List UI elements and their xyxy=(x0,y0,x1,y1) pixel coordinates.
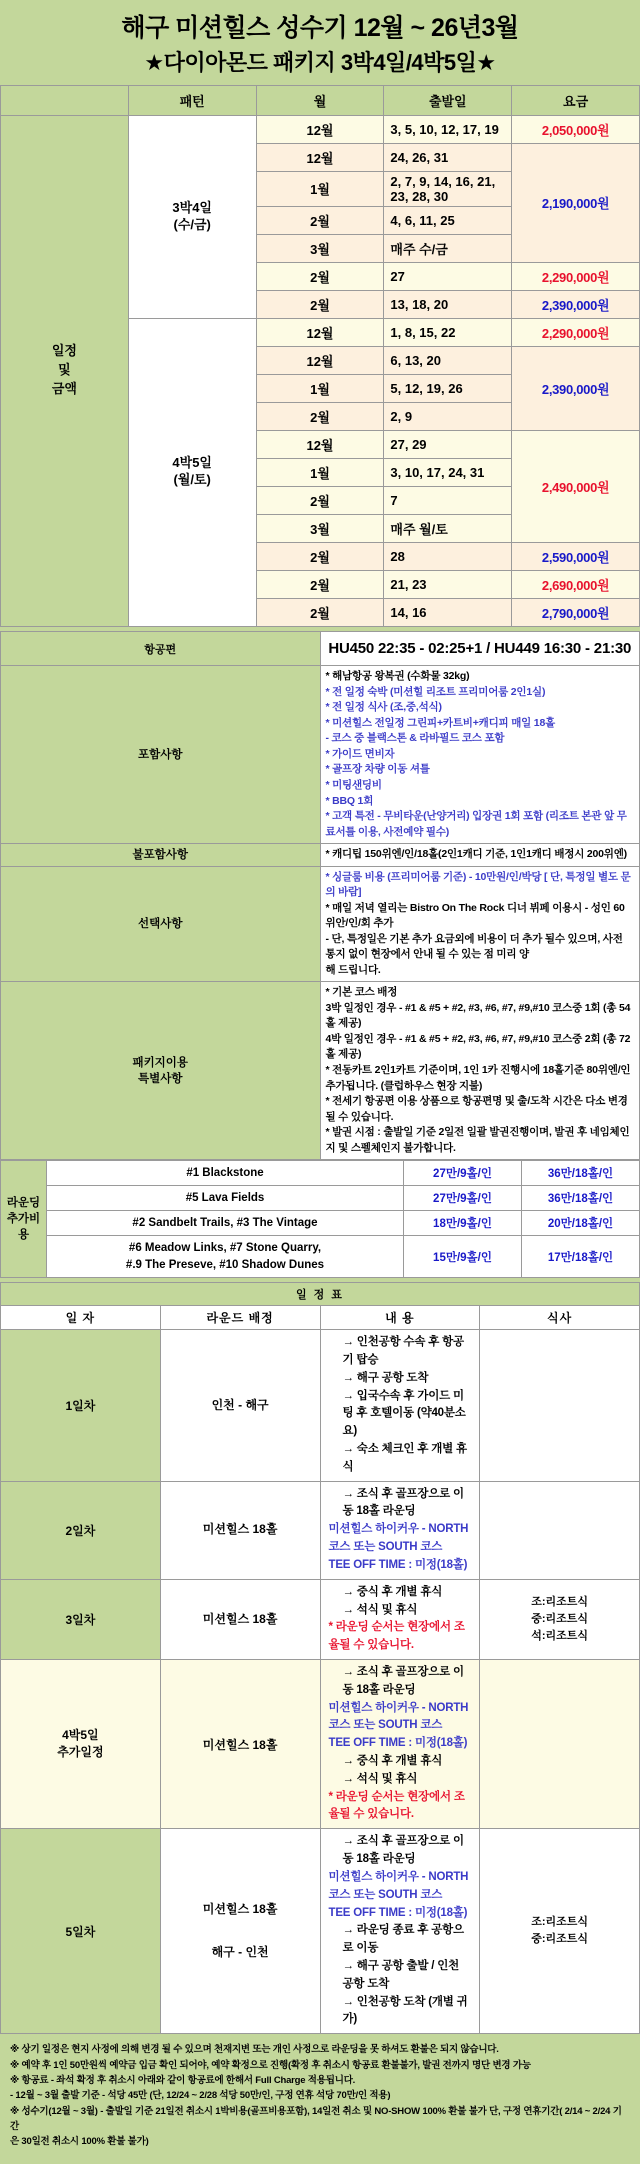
title-line-1: 해구 미션힐스 성수기 12월 ~ 26년3월 xyxy=(121,14,519,42)
info-line: 해 드립니다. xyxy=(325,963,381,976)
month-cell: 1월 xyxy=(256,374,384,402)
itinerary-day: 1일차 xyxy=(1,1330,161,1482)
month-cell: 12월 xyxy=(256,430,384,458)
dates-cell: 27 xyxy=(384,262,512,290)
course-name: #1 Blackstone xyxy=(47,1161,404,1186)
dates-cell: 5, 12, 19, 26 xyxy=(384,374,512,402)
info-line: * 전 일정 숙박 (미션힐 리조트 프리미어룸 2인1실) xyxy=(325,685,546,698)
itinerary-line: TEE OFF TIME : 미정(18홀) xyxy=(328,1737,468,1750)
itinerary-line: → 조식 후 골프장으로 이동 18홀 라운딩 xyxy=(342,1665,464,1696)
itinerary-day: 4박5일 추가일정 xyxy=(1,1659,161,1828)
itinerary-line: * 라운딩 순서는 현장에서 조율될 수 있습니다. xyxy=(328,1790,465,1821)
info-line: * 고객 특전 - 무비타운(난양거리) 입장권 1회 포함 (리조트 본관 앞 무료서틀 이용, 사전예약 필수) xyxy=(325,810,627,838)
package-special-section xyxy=(1,982,640,1160)
included-section xyxy=(1,666,640,844)
info-line: * 발권 시점 : 출발일 기준 2일전 일괄 발권진행이며, 발권 후 네임체인지 및 스펠체인지 불가합니다. xyxy=(325,1126,630,1154)
itinerary-line: 미션힐스 하이커우 - NORTH 코스 또는 SOUTH 코스 xyxy=(328,1870,469,1901)
itinerary-line: → 중식 후 개별 휴식 xyxy=(342,1585,443,1598)
month-cell: 2월 xyxy=(256,290,384,318)
fee-9holes: 27만/9홀/인 xyxy=(404,1161,522,1186)
optional-section-body xyxy=(320,866,640,982)
itinerary-row xyxy=(1,1481,640,1579)
footer-notes xyxy=(0,2034,640,2164)
dates-cell: 7 xyxy=(384,486,512,514)
header-day: 일 자 xyxy=(1,1306,161,1330)
header-month: 월 xyxy=(256,85,384,115)
dates-cell: 13, 18, 20 xyxy=(384,290,512,318)
fee-18holes: 36만/18홀/인 xyxy=(522,1186,640,1211)
itinerary-line: TEE OFF TIME : 미정(18홀) xyxy=(328,1558,468,1571)
title-line-2: ★다이아몬드 패키지 3박4일/4박5일★ xyxy=(144,49,496,75)
pattern-cell: 3박4일 (수/금) xyxy=(128,115,256,318)
month-cell: 3월 xyxy=(256,514,384,542)
page-title xyxy=(0,0,640,85)
info-line: * 미팅샌딩비 xyxy=(325,778,382,791)
dates-cell: 3, 10, 17, 24, 31 xyxy=(384,458,512,486)
itinerary-meal: 조:리조트식 중:리조트식 xyxy=(480,1829,640,2034)
price-side-header xyxy=(1,85,129,115)
itinerary-round: 미션힐스 18홀 xyxy=(160,1659,320,1828)
price-cell: 2,050,000원 xyxy=(512,115,640,143)
itinerary-banner: 일 정 표 xyxy=(1,1283,640,1306)
header-depart: 출발일 xyxy=(384,85,512,115)
month-cell: 12월 xyxy=(256,346,384,374)
footer-note: ※ 상기 일정은 현지 사정에 의해 변경 될 수 있으며 천재지변 또는 개인 사정으로 라운딩을 못 하셔도 환불은 되지 않습니다. xyxy=(10,2044,499,2056)
dates-cell: 4, 6, 11, 25 xyxy=(384,206,512,234)
info-line: * 가이드 면비자 xyxy=(325,747,395,760)
itinerary-round: 미션힐스 18홀 xyxy=(160,1579,320,1659)
itinerary-line: * 라운딩 순서는 현장에서 조율될 수 있습니다. xyxy=(328,1621,465,1652)
dates-cell: 24, 26, 31 xyxy=(384,143,512,171)
itinerary-line: → 인천공항 수속 후 항공기 탑승 xyxy=(342,1336,464,1366)
flight-row xyxy=(1,632,640,666)
fee-9holes: 27만/9홀/인 xyxy=(404,1186,522,1211)
month-cell: 2월 xyxy=(256,598,384,626)
header-round: 라운드 배정 xyxy=(160,1306,320,1330)
itinerary-round: 인천 - 해구 xyxy=(160,1330,320,1482)
info-line: * 전 일정 식사 (조,중,석식) xyxy=(325,701,442,714)
itinerary-row xyxy=(1,1330,640,1482)
course-name: #2 Sandbelt Trails, #3 The Vintage xyxy=(47,1211,404,1236)
month-cell: 3월 xyxy=(256,234,384,262)
itinerary-line: 미션힐스 하이커우 - NORTH 코스 또는 SOUTH 코스 xyxy=(328,1701,469,1732)
info-line: * 미션힐스 전일정 그린피+카트비+캐디피 매일 18홀 xyxy=(325,716,556,729)
optional-section-label: 선택사항 xyxy=(1,866,321,982)
info-table xyxy=(0,627,640,1160)
month-cell: 2월 xyxy=(256,570,384,598)
month-cell: 1월 xyxy=(256,171,384,206)
info-line: * 기본 코스 배정 xyxy=(325,986,398,999)
price-cell: 2,690,000원 xyxy=(512,570,640,598)
itinerary-content xyxy=(320,1829,480,2034)
itinerary-day: 5일차 xyxy=(1,1829,161,2034)
itinerary-row xyxy=(1,1829,640,2034)
itinerary-line: TEE OFF TIME : 미정(18홀) xyxy=(328,1906,468,1919)
footer-note: 은 30일전 취소시 100% 환불 불가) xyxy=(10,2136,149,2148)
itinerary-round: 미션힐스 18홀 xyxy=(160,1481,320,1579)
price-side-label: 일정 및 금액 xyxy=(1,115,129,626)
dates-cell: 6, 13, 20 xyxy=(384,346,512,374)
month-cell: 2월 xyxy=(256,542,384,570)
dates-cell: 1, 8, 15, 22 xyxy=(384,318,512,346)
footer-note: ※ 예약 후 1인 50만원씩 예약금 입금 확인 되어야, 예약 확정으로 진행(확정 후 취소시 항공료 환불불가, 발권 전까지 명단 변경 가능 xyxy=(10,2059,531,2071)
included-section-body xyxy=(320,666,640,844)
itinerary-line: → 숙소 체크인 후 개별 휴식 xyxy=(342,1443,467,1473)
month-cell: 2월 xyxy=(256,486,384,514)
info-line: * 해남항공 왕복권 (수화물 32kg) xyxy=(325,670,470,683)
info-line: - 코스 중 블랙스톤 & 라바필드 코스 포함 xyxy=(325,732,505,745)
price-cell: 2,390,000원 xyxy=(512,346,640,430)
info-line: * 캐디팁 150위엔/인/18홀(2인1캐디 기준, 1인1캐디 배정시 200위엔) xyxy=(325,848,627,861)
price-cell: 2,290,000원 xyxy=(512,262,640,290)
itinerary-line: → 조식 후 골프장으로 이동 18홀 라운딩 xyxy=(342,1835,464,1866)
month-cell: 12월 xyxy=(256,318,384,346)
info-line: * 매일 저녁 열리는 Bistro On The Rock 디너 뷔페 이용시 - 성인 60위안/인/회 추가 xyxy=(325,901,625,930)
dates-cell: 3, 5, 10, 12, 17, 19 xyxy=(384,115,512,143)
itinerary-meal xyxy=(480,1481,640,1579)
package-special-section-label: 패키지이용 특별사항 xyxy=(1,982,321,1160)
dates-cell: 27, 29 xyxy=(384,430,512,458)
price-cell: 2,390,000원 xyxy=(512,290,640,318)
itinerary-line: → 해구 공항 도착 xyxy=(342,1371,429,1384)
itinerary-line: → 중식 후 개별 휴식 xyxy=(342,1755,443,1768)
itinerary-row xyxy=(1,1659,640,1828)
footer-note: - 12월 ~ 3월 출발 기준 - 석당 45만 (단, 12/24 ~ 2/28 석당 50만/인, 구정 연휴 석당 70만/인 적용) xyxy=(10,2090,391,2102)
price-cell: 2,790,000원 xyxy=(512,598,640,626)
flight-label: 항공편 xyxy=(1,632,321,666)
fee-row xyxy=(1,1186,640,1211)
course-name: #5 Lava Fields xyxy=(47,1186,404,1211)
price-cell: 2,190,000원 xyxy=(512,143,640,262)
header-fare: 요금 xyxy=(512,85,640,115)
fee-18holes: 20만/18홀/인 xyxy=(522,1211,640,1236)
itinerary-content xyxy=(320,1659,480,1828)
itinerary-meal xyxy=(480,1659,640,1828)
fee-row xyxy=(1,1236,640,1277)
header-content: 내 용 xyxy=(320,1306,480,1330)
fee-18holes: 36만/18홀/인 xyxy=(522,1161,640,1186)
not-included-section xyxy=(1,844,640,867)
fee-9holes: 15만/9홀/인 xyxy=(404,1236,522,1277)
header-pattern: 패턴 xyxy=(128,85,256,115)
month-cell: 2월 xyxy=(256,206,384,234)
month-cell: 2월 xyxy=(256,262,384,290)
itinerary-header-row xyxy=(1,1306,640,1330)
price-table xyxy=(0,85,640,627)
month-cell: 1월 xyxy=(256,458,384,486)
itinerary-line: → 입국수속 후 가이드 미팅 후 호텔이동 (약40분소요) xyxy=(342,1389,466,1438)
info-line: 4박 일정인 경우 - #1 & #5 + #2, #3, #6, #7, #9,#10 코스중 2회 (총 72홀 제공) xyxy=(325,1032,631,1061)
dates-cell: 21, 23 xyxy=(384,570,512,598)
month-cell: 12월 xyxy=(256,143,384,171)
fee-row xyxy=(1,1161,640,1186)
fee-row xyxy=(1,1211,640,1236)
itinerary-round: 미션힐스 18홀 해구 - 인천 xyxy=(160,1829,320,2034)
itinerary-day: 2일차 xyxy=(1,1481,161,1579)
month-cell: 2월 xyxy=(256,402,384,430)
info-line: * 전세기 항공편 이용 상품으로 항공편명 및 출/도착 시간은 다소 변경될 수 있습니다. xyxy=(325,1095,628,1123)
info-line: * 싱글룸 비용 (프리미어룸 기준) - 10만원/인/박당 [ 단, 특정일 별도 문의 바람] xyxy=(325,870,631,899)
info-line: * BBQ 1회 xyxy=(325,794,374,807)
dates-cell: 2, 7, 9, 14, 16, 21, 23, 28, 30 xyxy=(384,171,512,206)
itinerary-meal xyxy=(480,1330,640,1482)
price-row xyxy=(1,115,640,143)
fee-9holes: 18만/9홀/인 xyxy=(404,1211,522,1236)
itinerary-line: 미션힐스 하이커우 - NORTH 코스 또는 SOUTH 코스 xyxy=(328,1523,469,1554)
itinerary-line: → 조식 후 골프장으로 이동 18홀 라운딩 xyxy=(342,1487,464,1518)
pattern-cell: 4박5일 (월/토) xyxy=(128,318,256,626)
header-meal: 식사 xyxy=(480,1306,640,1330)
not-included-section-label: 불포함사항 xyxy=(1,844,321,867)
dates-cell: 28 xyxy=(384,542,512,570)
dates-cell: 14, 16 xyxy=(384,598,512,626)
itinerary-line: → 석식 및 휴식 xyxy=(342,1772,418,1785)
course-name: #6 Meadow Links, #7 Stone Quarry, #.9 The Preseve, #10 Shadow Dunes xyxy=(47,1236,404,1277)
itinerary-line: → 인천공항 도착 (개별 귀가) xyxy=(342,1995,468,2026)
itinerary-table xyxy=(0,1278,640,2035)
footer-note: ※ 항공료 - 좌석 확정 후 취소시 아래와 같이 항공료에 한해서 Full Charge 적용됩니다. xyxy=(10,2074,356,2086)
rounding-fee-table xyxy=(0,1160,640,1277)
price-cell: 2,590,000원 xyxy=(512,542,640,570)
not-included-section-body xyxy=(320,844,640,867)
itinerary-content xyxy=(320,1579,480,1659)
itinerary-meal: 조:리조트식 중:리조트식 석:리조트식 xyxy=(480,1579,640,1659)
month-cell: 12월 xyxy=(256,115,384,143)
package-special-section-body xyxy=(320,982,640,1160)
price-cell: 2,490,000원 xyxy=(512,430,640,542)
included-section-label: 포함사항 xyxy=(1,666,321,844)
info-line: * 골프장 차량 이동 셔틀 xyxy=(325,763,430,776)
info-line: 3박 일정인 경우 - #1 & #5 + #2, #3, #6, #7, #9,#10 코스중 1회 (총 54홀 제공) xyxy=(325,1001,631,1030)
fee-18holes: 17만/18홀/인 xyxy=(522,1236,640,1277)
itinerary-day: 3일차 xyxy=(1,1579,161,1659)
rounding-fee-label: 라운딩 추가비용 xyxy=(1,1161,47,1277)
info-line: - 단, 특정일은 기본 추가 요금외에 비용이 더 추가 될수 있으며, 사전 통지 없이 현장에서 안내 될 수 있는 점 미리 양 xyxy=(325,932,623,961)
itinerary-line: → 라운딩 종료 후 공항으로 이동 xyxy=(342,1924,464,1955)
footer-note: ※ 성수기(12월 ~ 3월) - 출발일 기준 21일전 취소시 1박비용(골프비용포함), 14일전 취소 및 NO-SHOW 100% 환불 불가 단, 구정 연휴기간( 2/14 ~ 2/24 기간 xyxy=(10,2105,622,2133)
info-line: * 전동카트 2인1카트 기준이며, 1인 1카 진행시에 18홀기준 80위엔/인 추가됩니다. (클럽하우스 현장 지불) xyxy=(325,1064,631,1092)
optional-section xyxy=(1,866,640,982)
itinerary-row xyxy=(1,1579,640,1659)
dates-cell: 매주 월/토 xyxy=(384,514,512,542)
itinerary-line: → 석식 및 휴식 xyxy=(342,1603,418,1616)
flight-value: HU450 22:35 - 02:25+1 / HU449 16:30 - 21:30 xyxy=(320,632,640,666)
dates-cell: 매주 수/금 xyxy=(384,234,512,262)
itinerary-content xyxy=(320,1330,480,1482)
itinerary-content xyxy=(320,1481,480,1579)
itinerary-line: → 해구 공항 출발 / 인천 공항 도착 xyxy=(342,1959,460,1990)
dates-cell: 2, 9 xyxy=(384,402,512,430)
price-cell: 2,290,000원 xyxy=(512,318,640,346)
